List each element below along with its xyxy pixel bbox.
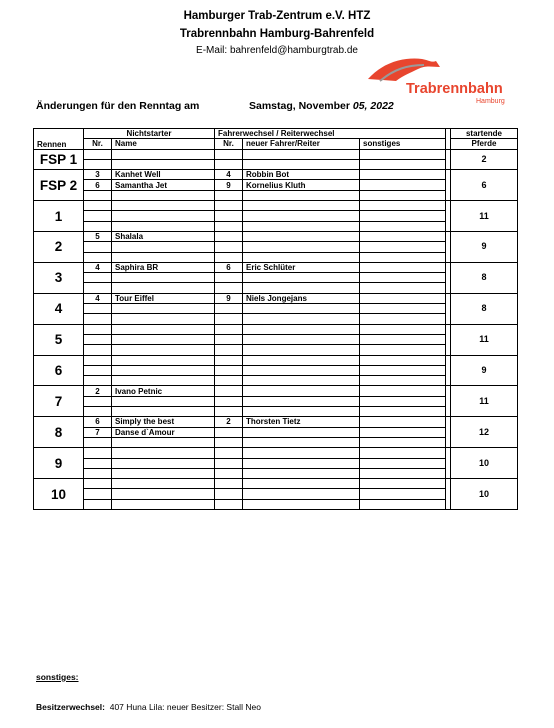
table-row <box>34 386 518 396</box>
sonstiges-cell <box>360 283 446 293</box>
nr-cell <box>84 458 112 468</box>
driver-cell <box>243 273 360 283</box>
race-cell: 4 <box>34 293 84 324</box>
table-row <box>34 324 518 334</box>
name-cell: Saphira BR <box>112 262 215 272</box>
group-nichtstarter: Nichtstarter <box>84 129 215 139</box>
sonstiges-cell <box>360 334 446 344</box>
col-rennen: Rennen <box>34 129 84 150</box>
sonstiges-cell <box>360 221 446 231</box>
driver-cell <box>243 211 360 221</box>
table-row <box>34 149 518 159</box>
name-cell <box>112 489 215 499</box>
sonstiges-cell <box>360 396 446 406</box>
sonstiges-cell <box>360 324 446 334</box>
nr2-cell <box>215 407 243 417</box>
nr-cell <box>84 468 112 478</box>
nr-cell: 3 <box>84 170 112 180</box>
nr2-cell <box>215 190 243 200</box>
table-row <box>34 417 518 427</box>
nr2-cell <box>215 242 243 252</box>
sonstiges-cell <box>360 355 446 365</box>
table-row <box>34 365 518 375</box>
sonstiges-cell <box>360 458 446 468</box>
sonstiges-cell <box>360 427 446 437</box>
changes-table <box>33 128 518 510</box>
race-cell: 9 <box>34 448 84 479</box>
table-row <box>34 407 518 417</box>
table-row <box>34 304 518 314</box>
nr2-cell <box>215 221 243 231</box>
sonstiges-cell <box>360 231 446 241</box>
name-cell <box>112 355 215 365</box>
logo-subtext: Hamburg <box>476 98 505 105</box>
sonstiges-cell <box>360 437 446 447</box>
sonstiges-cell <box>360 448 446 458</box>
name-cell <box>112 159 215 169</box>
col-nr: Nr. <box>84 139 112 149</box>
nr2-cell <box>215 334 243 344</box>
race-cell: 1 <box>34 201 84 232</box>
name-cell: Simply the best <box>112 417 215 427</box>
nr-cell <box>84 437 112 447</box>
sonstiges-cell <box>360 180 446 190</box>
driver-cell <box>243 252 360 262</box>
name-cell <box>112 242 215 252</box>
nr2-cell: 9 <box>215 180 243 190</box>
nr2-cell <box>215 355 243 365</box>
nr2-cell <box>215 448 243 458</box>
driver-cell <box>243 407 360 417</box>
name-cell: Kanhet Well <box>112 170 215 180</box>
name-cell <box>112 376 215 386</box>
table-row <box>34 355 518 365</box>
sonstiges-cell <box>360 242 446 252</box>
name-cell <box>112 468 215 478</box>
starters-cell: 2 <box>451 149 518 170</box>
sonstiges-cell <box>360 489 446 499</box>
sonstiges-cell <box>360 293 446 303</box>
name-cell <box>112 324 215 334</box>
col-name: Name <box>112 139 215 149</box>
starters-cell: 8 <box>451 262 518 293</box>
col-sonstiges: sonstiges <box>360 139 446 149</box>
table-row <box>34 458 518 468</box>
name-cell: Ivano Petnic <box>112 386 215 396</box>
nr-cell <box>84 499 112 509</box>
nr-cell <box>84 304 112 314</box>
race-cell: 3 <box>34 262 84 293</box>
driver-cell <box>243 190 360 200</box>
nr2-cell <box>215 273 243 283</box>
nr-cell <box>84 190 112 200</box>
driver-cell <box>243 283 360 293</box>
nr2-cell <box>215 201 243 211</box>
header-subtitle: Trabrennbahn Hamburg-Bahrenfeld <box>179 28 375 40</box>
nr-cell: 2 <box>84 386 112 396</box>
nr2-cell <box>215 427 243 437</box>
sonstiges-cell <box>360 499 446 509</box>
sonstiges-cell <box>360 170 446 180</box>
driver-cell <box>243 242 360 252</box>
nr2-cell <box>215 468 243 478</box>
name-cell <box>112 149 215 159</box>
nr2-cell <box>215 324 243 334</box>
driver-cell: Kornelius Kluth <box>243 180 360 190</box>
table-row <box>34 448 518 458</box>
table-body <box>34 149 518 509</box>
table-row <box>34 314 518 324</box>
name-cell <box>112 499 215 509</box>
nr-cell <box>84 365 112 375</box>
name-cell <box>112 479 215 489</box>
driver-cell <box>243 231 360 241</box>
nr-cell <box>84 211 112 221</box>
race-cell: 7 <box>34 386 84 417</box>
race-cell: FSP 1 <box>34 149 84 170</box>
nr-cell <box>84 396 112 406</box>
starters-cell: 12 <box>451 417 518 448</box>
nr2-cell <box>215 304 243 314</box>
driver-cell <box>243 427 360 437</box>
driver-cell <box>243 314 360 324</box>
nr-cell <box>84 314 112 324</box>
sonstiges-cell <box>360 304 446 314</box>
nr2-cell <box>215 458 243 468</box>
nr2-cell <box>215 499 243 509</box>
name-cell <box>112 190 215 200</box>
nr2-cell <box>215 149 243 159</box>
nr-cell <box>84 479 112 489</box>
table-row <box>34 345 518 355</box>
sonstiges-cell <box>360 365 446 375</box>
nr-cell <box>84 273 112 283</box>
nr-cell <box>84 159 112 169</box>
driver-cell <box>243 345 360 355</box>
driver-cell <box>243 479 360 489</box>
sonstiges-cell <box>360 273 446 283</box>
table-row <box>34 190 518 200</box>
sonstiges-cell <box>360 376 446 386</box>
name-cell <box>112 283 215 293</box>
name-cell <box>112 365 215 375</box>
nr-cell: 4 <box>84 293 112 303</box>
table-row <box>34 221 518 231</box>
name-cell <box>112 396 215 406</box>
sonstiges-cell <box>360 314 446 324</box>
name-cell: Tour Eiffel <box>112 293 215 303</box>
table-row <box>34 499 518 509</box>
starters-cell: 10 <box>451 479 518 510</box>
sonstiges-cell <box>360 149 446 159</box>
nr-cell <box>84 324 112 334</box>
table-row <box>34 293 518 303</box>
table-row <box>34 427 518 437</box>
nr2-cell <box>215 252 243 262</box>
starters-cell: 10 <box>451 448 518 479</box>
sonstiges-cell <box>360 479 446 489</box>
nr2-cell <box>215 345 243 355</box>
group-fahrerwechsel: Fahrerwechsel / Reiterwechsel <box>215 129 446 139</box>
name-cell <box>112 314 215 324</box>
sonstiges-cell <box>360 211 446 221</box>
name-cell <box>112 334 215 344</box>
table-row <box>34 252 518 262</box>
nr2-cell <box>215 479 243 489</box>
nr-cell <box>84 201 112 211</box>
nr2-cell <box>215 437 243 447</box>
nr2-cell <box>215 386 243 396</box>
col-nr2: Nr. <box>215 139 243 149</box>
nr2-cell <box>215 489 243 499</box>
name-cell <box>112 345 215 355</box>
driver-cell <box>243 489 360 499</box>
sonstiges-cell <box>360 407 446 417</box>
driver-cell <box>243 448 360 458</box>
nr2-cell <box>215 396 243 406</box>
race-cell: 8 <box>34 417 84 448</box>
table-row <box>34 396 518 406</box>
nr-cell <box>84 334 112 344</box>
driver-cell: Eric Schlüter <box>243 262 360 272</box>
race-cell: 6 <box>34 355 84 386</box>
table-row <box>34 262 518 272</box>
nr2-cell <box>215 159 243 169</box>
driver-cell <box>243 437 360 447</box>
starters-cell: 8 <box>451 293 518 324</box>
table-row <box>34 242 518 252</box>
table-row <box>34 489 518 499</box>
driver-cell <box>243 396 360 406</box>
driver-cell <box>243 159 360 169</box>
nr-cell <box>84 283 112 293</box>
name-cell: Danse d`Amour <box>112 427 215 437</box>
nr-cell <box>84 355 112 365</box>
driver-cell <box>243 458 360 468</box>
logo-text: Trabrennbahn <box>406 81 503 97</box>
sonstiges-cell <box>360 159 446 169</box>
col-neuer-fahrer: neuer Fahrer/Reiter <box>243 139 360 149</box>
sonstiges-cell <box>360 386 446 396</box>
driver-cell <box>243 499 360 509</box>
nr-cell <box>84 448 112 458</box>
name-cell <box>112 304 215 314</box>
name-cell <box>112 437 215 447</box>
table-row <box>34 468 518 478</box>
name-cell <box>112 221 215 231</box>
driver-cell <box>243 376 360 386</box>
name-cell <box>112 211 215 221</box>
table-row <box>34 437 518 447</box>
nr2-cell: 9 <box>215 293 243 303</box>
name-cell <box>112 458 215 468</box>
race-cell: 10 <box>34 479 84 510</box>
name-cell <box>112 407 215 417</box>
starters-cell: 6 <box>451 170 518 201</box>
driver-cell: Niels Jongejans <box>243 293 360 303</box>
besitzerwechsel-note: Besitzerwechsel: 407 Huna Lila: neuer Besitzer: Stall Neo <box>36 702 261 712</box>
nr-cell: 4 <box>84 262 112 272</box>
nr-cell <box>84 242 112 252</box>
name-cell: Shalala <box>112 231 215 241</box>
table-row <box>34 180 518 190</box>
nr-cell: 7 <box>84 427 112 437</box>
driver-cell <box>243 468 360 478</box>
nr2-cell <box>215 365 243 375</box>
driver-cell <box>243 149 360 159</box>
sonstiges-cell <box>360 190 446 200</box>
nr2-cell: 4 <box>215 170 243 180</box>
nr-cell <box>84 252 112 262</box>
name-cell: Samantha Jet <box>112 180 215 190</box>
nr-cell: 6 <box>84 417 112 427</box>
driver-cell: Robbin Bot <box>243 170 360 180</box>
col-pferde: Pferde <box>451 139 518 149</box>
driver-cell <box>243 355 360 365</box>
sonstiges-cell <box>360 417 446 427</box>
starters-cell: 9 <box>451 355 518 386</box>
driver-cell <box>243 365 360 375</box>
nr-cell <box>84 489 112 499</box>
nr2-cell <box>215 283 243 293</box>
nr-cell <box>84 345 112 355</box>
group-startende: startende <box>451 129 518 139</box>
nr-cell <box>84 376 112 386</box>
nr2-cell <box>215 211 243 221</box>
nr-cell <box>84 407 112 417</box>
nr2-cell <box>215 376 243 386</box>
sonstiges-cell <box>360 345 446 355</box>
nr-cell: 6 <box>84 180 112 190</box>
table-row <box>34 334 518 344</box>
race-cell: 5 <box>34 324 84 355</box>
nr2-cell: 2 <box>215 417 243 427</box>
header-email: E-Mail: bahrenfeld@hamburgtrab.de <box>196 45 358 56</box>
header-title: Hamburger Trab-Zentrum e.V. HTZ <box>183 10 371 22</box>
starters-cell: 11 <box>451 324 518 355</box>
driver-cell: Thorsten Tietz <box>243 417 360 427</box>
driver-cell <box>243 334 360 344</box>
sonstiges-cell <box>360 252 446 262</box>
table-row <box>34 170 518 180</box>
nr2-cell <box>215 314 243 324</box>
name-cell <box>112 448 215 458</box>
nr-cell: 5 <box>84 231 112 241</box>
name-cell <box>112 201 215 211</box>
table-row <box>34 201 518 211</box>
table-row <box>34 211 518 221</box>
driver-cell <box>243 386 360 396</box>
table-row <box>34 479 518 489</box>
name-cell <box>112 252 215 262</box>
sonstiges-cell <box>360 262 446 272</box>
race-cell: FSP 2 <box>34 170 84 201</box>
sonstiges-label: sonstiges: <box>36 672 79 682</box>
table-row <box>34 283 518 293</box>
driver-cell <box>243 201 360 211</box>
starters-cell: 9 <box>451 231 518 262</box>
table-row <box>34 376 518 386</box>
driver-cell <box>243 324 360 334</box>
nr-cell <box>84 149 112 159</box>
driver-cell <box>243 221 360 231</box>
nr-cell <box>84 221 112 231</box>
sonstiges-cell <box>360 468 446 478</box>
sonstiges-cell <box>360 201 446 211</box>
starters-cell: 11 <box>451 201 518 232</box>
race-date: Samstag, November 05, 2022 <box>249 100 394 112</box>
page-title: Änderungen für den Renntag am <box>36 100 200 112</box>
table-row <box>34 273 518 283</box>
table-row <box>34 231 518 241</box>
nr2-cell: 6 <box>215 262 243 272</box>
table-row <box>34 159 518 169</box>
driver-cell <box>243 304 360 314</box>
nr2-cell <box>215 231 243 241</box>
starters-cell: 11 <box>451 386 518 417</box>
name-cell <box>112 273 215 283</box>
race-cell: 2 <box>34 231 84 262</box>
